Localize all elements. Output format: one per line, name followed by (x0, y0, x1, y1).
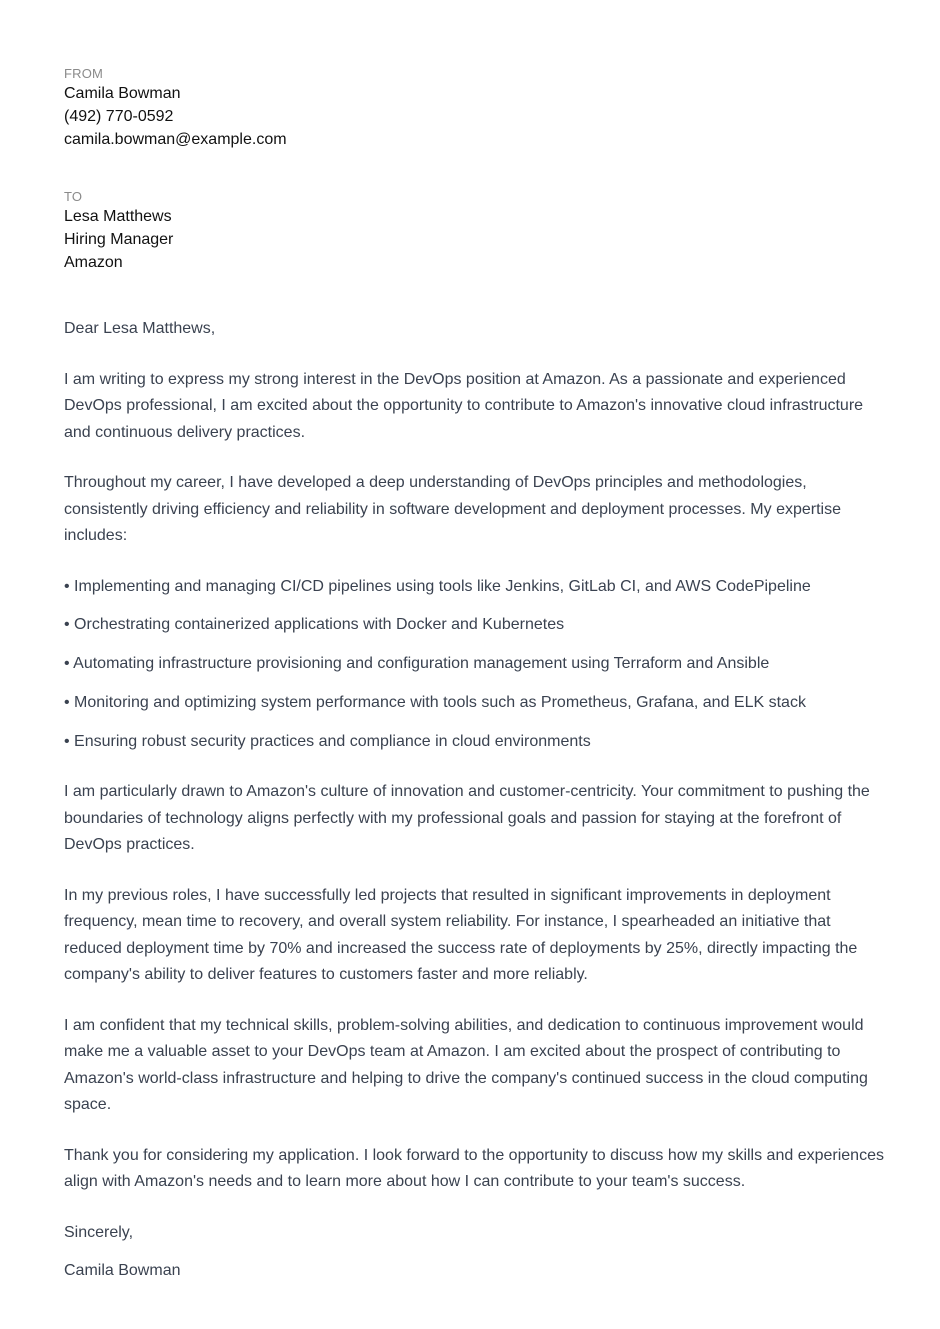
list-item: • Automating infrastructure provisioning and configuration management using Terraform and Ansible (64, 655, 770, 673)
recipient-name: Lesa Matthews (64, 208, 172, 225)
to-label: TO (64, 189, 83, 204)
thanks-paragraph: Thank you for considering my application. I look forward to the opportunity to discuss how my skills and experiences align with Amazon's needs and to learn more about how I can contribute to your team's success. (64, 1146, 884, 1191)
list-item: • Monitoring and optimizing system performance with tools such as Prometheus, Grafana, and ELK stack (64, 693, 806, 711)
culture-paragraph: I am particularly drawn to Amazon's culture of innovation and customer-centricity. Your commitment to pushing the boundaries of technology aligns perfectly with my professional goals and passion for staying at the forefront of DevOps practices. (64, 783, 870, 854)
confidence-paragraph: I am confident that my technical skills, problem-solving abilities, and dedication to continuous improvement would make me a valuable asset to your DevOps team at Amazon. I am excited about the prospect of contributing to Amazon's world-class infrastructure and helping to drive the company's continued success in the cloud computing space. (64, 1016, 868, 1114)
recipient-title: Hiring Manager (64, 231, 174, 248)
list-item: • Ensuring robust security practices and compliance in cloud environments (64, 732, 591, 750)
closing: Sincerely, (64, 1223, 134, 1241)
recipient-block (64, 189, 892, 274)
sender-name: Camila Bowman (64, 85, 181, 102)
expertise-list (64, 574, 892, 756)
sender-phone: (492) 770-0592 (64, 108, 174, 125)
achievements-paragraph: In my previous roles, I have successfully led projects that resulted in significant improvements in deployment frequency, mean time to recovery, and overall system reliability. For instance, I spearheaded an initiative that reduced deployment time by 70% and increased the success rate of deployments by 25%, directly impacting the company's ability to deliver features to customers faster and more reliably. (64, 886, 858, 984)
salutation: Dear Lesa Matthews, (64, 320, 216, 337)
list-item: • Implementing and managing CI/CD pipelines using tools like Jenkins, GitLab CI, and AWS CodePipeline (64, 577, 811, 595)
intro-paragraph: I am writing to express my strong interest in the DevOps position at Amazon. As a passionate and experienced DevOps professional, I am excited about the opportunity to contribute to Amazon's innovative cloud infrastructure and continuous delivery practices. (64, 370, 864, 441)
signature: Camila Bowman (64, 1262, 181, 1280)
sender-block (64, 66, 892, 151)
recipient-company: Amazon (64, 254, 123, 271)
career-paragraph: Throughout my career, I have developed a deep understanding of DevOps principles and methodologies, consistently driving efficiency and reliability in software development and deployment processes. My expertise includes: (64, 474, 841, 544)
letter-body (64, 316, 892, 1285)
from-label: FROM (64, 66, 104, 81)
list-item: • Orchestrating containerized applications with Docker and Kubernetes (64, 616, 565, 634)
sender-email: camila.bowman@example.com (64, 131, 287, 148)
